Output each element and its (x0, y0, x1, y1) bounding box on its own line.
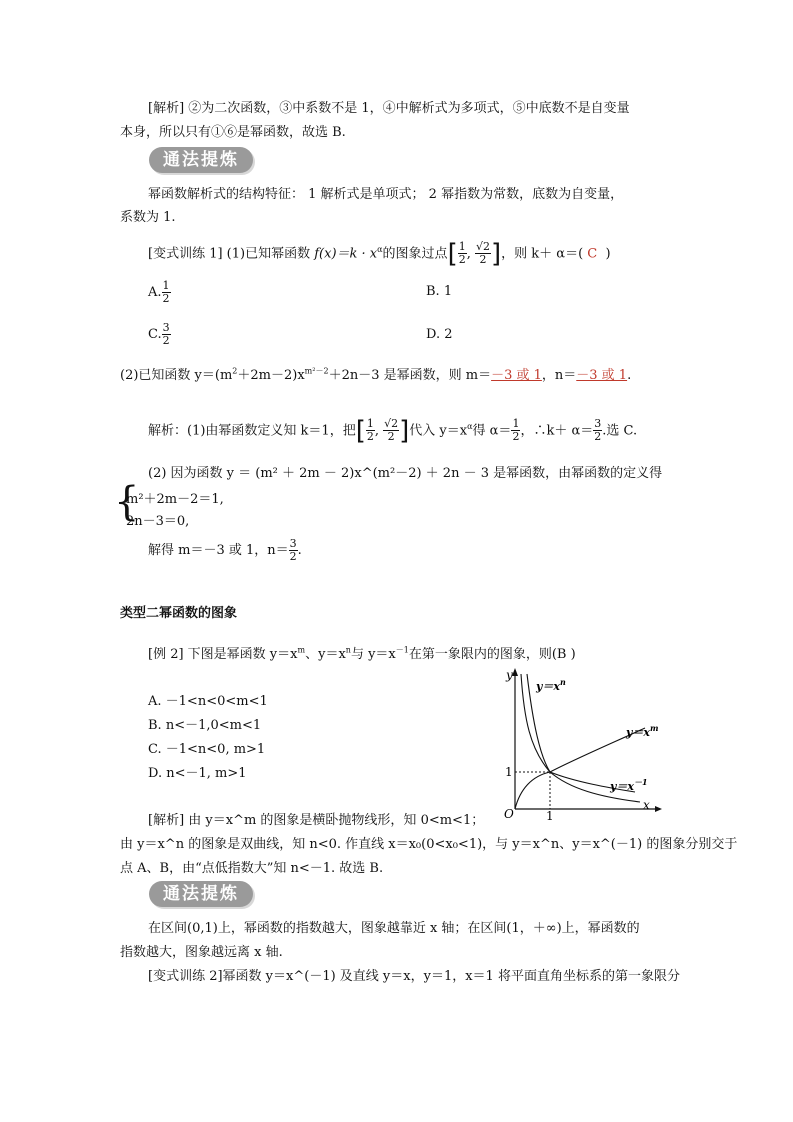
solution-1-line-2: (2) 因为函数 y ＝ (m² ＋ 2m － 2)x^(m²－2) ＋ 2n － 3 是幂函数，由幂函数的定义得 (148, 466, 663, 481)
solution-2-line-1: [解析] 由 y＝x^m 的图象是横卧抛物线形，知 0<m<1； (148, 813, 485, 828)
x-axis-label: x (643, 798, 650, 812)
exercise-1b: (2)已知函数 $y=(m^2+2m-2)x^{m^2-2}+2n-3$ 是幂函数，则 m＝－3 或 1，n＝－3 或 1. (120, 366, 632, 383)
ex2-option-d: D. n<－1, m>1 (148, 766, 247, 781)
ex2-option-c: C. －1<n<0, m>1 (148, 742, 266, 757)
label-x-inverse: $y=x^{-1}$ (610, 777, 648, 793)
exercise-1-mid: 的图象过点 (382, 246, 448, 262)
solution-1-result: 解得 m＝－3 或 1，n＝ $\frac{3}{2}$ . (148, 537, 302, 563)
method-text-line-1: 幂函数解析式的结构特征： 1 解析式是单项式； 2 幂指数为常数，底数为自变量， (148, 187, 624, 202)
ex2-option-b: B. n<－1,0<m<1 (148, 718, 262, 733)
method-summary-badge-2: 通法提炼 (149, 881, 253, 907)
origin-label: O (504, 807, 514, 821)
left-bracket: [ (447, 238, 458, 269)
right-bracket: ] (491, 238, 502, 269)
option-d: D. 2 (426, 327, 453, 342)
exercise-2-stem: [变式训练 2]幂函数 y＝x^(－1) 及直线 y＝x，y＝1，x＝1 将平面直角坐标系的第一象限分 (148, 969, 680, 984)
ex2-option-a: A. －1<n<0<m<1 (148, 694, 268, 709)
answer-n: －3 或 1 (576, 368, 628, 383)
system-brace: { (114, 479, 140, 525)
option-a: A. $\frac{1}{2}$ (148, 279, 170, 305)
power-function-graph (490, 664, 670, 824)
label-x-n: $y=x^n$ (536, 677, 566, 693)
answer-m: －3 或 1 (491, 368, 542, 383)
exercise-1-close: ) (605, 246, 611, 262)
system-eq-1: m²＋2m－2＝1, (126, 492, 224, 507)
curve-x-m (515, 728, 645, 809)
tick-y-1: 1 (505, 765, 513, 779)
solution-2-line-2: 由 y＝x^n 的图象是双曲线，知 n<0. 作直线 x＝x₀(0<x₀<1)，与 y＝x^n、y＝x^(－1) 的图象分别交于 (120, 837, 738, 852)
exercise-1-func: f(x)＝k · x (314, 246, 378, 262)
method-text-line-2: 系数为 1. (120, 210, 176, 225)
exercise-1-answer: C (587, 246, 598, 262)
example-2-stem: [例 2] 下图是幂函数 $y=x^m$、$y=x^n$与 $y=x^{-1}$在第一象限内的图象，则(B ) (148, 645, 576, 662)
section-2-title: 类型二幂函数的图象 (120, 606, 238, 621)
solution-1-line-1: 解析：(1)由幂函数定义知 k＝1，把[ $\frac{1}{2}$ , $\frac{√2}{2}$ ]代入 $y=x^\alpha$得 α＝ $\frac{1}{2}$ ，∴k＋ α＝ $\frac{3}{2}$ .选 C. (148, 415, 638, 446)
y-axis-arrow (512, 668, 518, 676)
method-2-line-2: 指数越大，图象越远离 x 轴. (120, 945, 283, 960)
point-x-fraction: $\frac{1}{2}$ (458, 240, 466, 267)
method-summary-badge: 通法提炼 (149, 147, 253, 173)
point-y-fraction: $\frac{√2}{2}$ (475, 240, 490, 267)
option-b: B. 1 (426, 284, 453, 299)
x-axis-arrow (655, 806, 662, 812)
solution-2-line-3: 点 A、B，由“点低指数大”知 n<－1. 故选 B. (120, 861, 384, 876)
exercise-1-suffix: ，则 k＋ α＝( (501, 246, 584, 262)
label-x-m: $y=x^m$ (626, 723, 659, 739)
analysis-line-2: 本身，所以只有①⑥是幂函数，故选 B. (120, 125, 346, 140)
analysis-line-1: [解析] ②为二次函数，③中系数不是 1，④中解析式为多项式，⑤中底数不是自变量 (148, 101, 630, 116)
option-c: C. $\frac{3}{2}$ (148, 321, 170, 347)
exercise-1-stem: [变式训练 1] (1)已知幂函数 $f(x)=k \cdot x^\alpha$的图象过点[ $\frac{1}{2}$ , $\frac{√2}{2}$ ]，则 k＋ α＝( C ) (148, 238, 611, 269)
system-eq-2: 2n－3＝0, (126, 514, 190, 529)
tick-x-1: 1 (546, 809, 554, 823)
exercise-1-func-exp: α (377, 245, 383, 254)
exercise-1-prefix: [变式训练 1] (1)已知幂函数 (148, 246, 315, 262)
y-axis-label: y (506, 668, 513, 682)
method-2-line-1: 在区间(0,1)上，幂函数的指数越大，图象越靠近 x 轴；在区间(1，＋∞)上，幂函数的 (148, 921, 640, 936)
